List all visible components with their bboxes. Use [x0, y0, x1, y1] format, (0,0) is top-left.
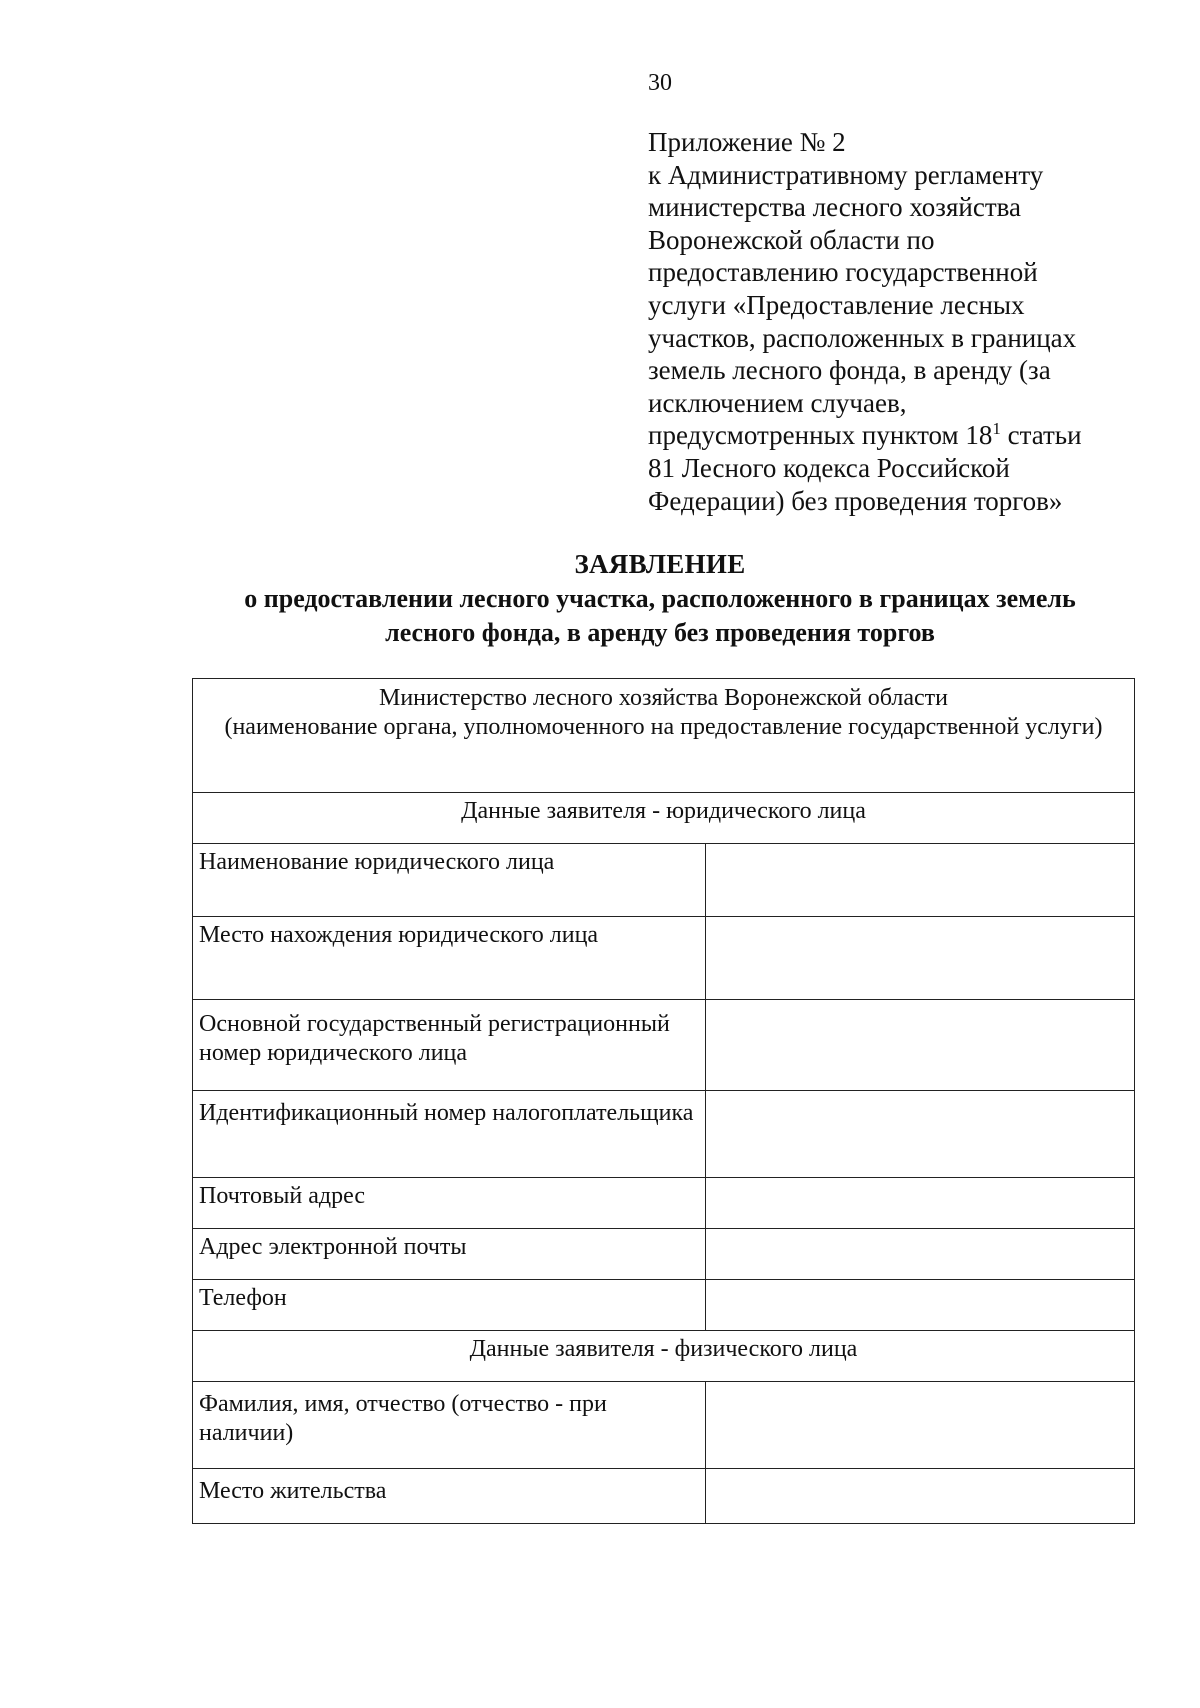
- individual-section-title: Данные заявителя - физического лица: [193, 1331, 1135, 1382]
- field-value-cell[interactable]: [706, 1229, 1135, 1280]
- field-label: Место нахождения юридического лица: [193, 917, 706, 1000]
- authority-row: [193, 679, 1135, 793]
- section-header-row: [193, 793, 1135, 844]
- appendix-text: предусмотренных пунктом 18: [648, 420, 993, 451]
- document-subtitle: лесного фонда, в аренду без проведения торгов: [385, 618, 935, 647]
- appendix-line: Федерации) без проведения торгов»: [648, 485, 1063, 516]
- appendix-line: Приложение № 2: [648, 127, 846, 157]
- table-row: [193, 1091, 1135, 1178]
- field-label: Адрес электронной почты: [193, 1229, 706, 1280]
- appendix-line-with-footnote: [648, 419, 1128, 452]
- table-row: [193, 1382, 1135, 1469]
- field-value-cell[interactable]: [706, 844, 1135, 917]
- appendix-line: 81 Лесного кодекса Российской: [648, 452, 1010, 483]
- document-title: ЗАЯВЛЕНИЕ: [574, 549, 746, 579]
- appendix-text: статьи: [1000, 420, 1082, 451]
- footnote-superscript: 1: [992, 419, 1001, 439]
- table-row: [193, 1000, 1135, 1091]
- legal-section-title: Данные заявителя - юридического лица: [193, 793, 1135, 844]
- document-heading: [150, 546, 1170, 650]
- table-row: [193, 1178, 1135, 1229]
- field-label: Наименование юридического лица: [193, 844, 706, 917]
- field-label: Почтовый адрес: [193, 1178, 706, 1229]
- appendix-line: земель лесного фонда, в аренду (за: [648, 355, 1051, 386]
- appendix-line: исключением случаев,: [648, 387, 907, 418]
- field-value-cell[interactable]: [706, 1280, 1135, 1331]
- section-header-row: [193, 1331, 1135, 1382]
- document-subtitle: о предоставлении лесного участка, расположенного в границах земель: [244, 584, 1076, 613]
- appendix-line: Воронежской области по: [648, 224, 935, 255]
- authority-cell: [193, 679, 1135, 793]
- field-value-cell[interactable]: [706, 1382, 1135, 1469]
- table-row: [193, 1229, 1135, 1280]
- appendix-line: предоставлению государственной: [648, 257, 1038, 288]
- field-label: Основной государственный регистрационный номер юридического лица: [193, 1000, 706, 1091]
- field-label: Место жительства: [193, 1469, 706, 1524]
- field-label: Телефон: [193, 1280, 706, 1331]
- field-label: Идентификационный номер налогоплательщика: [193, 1091, 706, 1178]
- appendix-block: [648, 126, 1128, 517]
- table-row: [193, 1280, 1135, 1331]
- field-value-cell[interactable]: [706, 1469, 1135, 1524]
- page-number: 30: [648, 70, 672, 96]
- field-value-cell[interactable]: [706, 1091, 1135, 1178]
- authority-note: (наименование органа, уполномоченного на предоставление государственной услуги): [224, 714, 1103, 740]
- field-value-cell[interactable]: [706, 917, 1135, 1000]
- appendix-line: к Административному регламенту: [648, 159, 1044, 190]
- appendix-line: участков, расположенных в границах: [648, 322, 1077, 353]
- field-value-cell[interactable]: [706, 1178, 1135, 1229]
- table-row: [193, 1469, 1135, 1524]
- appendix-line: услуги «Предоставление лесных: [648, 289, 1025, 320]
- authority-name: Министерство лесного хозяйства Воронежской области: [378, 685, 948, 711]
- field-label: Фамилия, имя, отчество (отчество - при наличии): [193, 1382, 706, 1469]
- table-row: [193, 917, 1135, 1000]
- appendix-line: министерства лесного хозяйства: [648, 192, 1021, 223]
- field-value-cell[interactable]: [706, 1000, 1135, 1091]
- table-row: [193, 844, 1135, 917]
- application-form-table: [192, 678, 1135, 1524]
